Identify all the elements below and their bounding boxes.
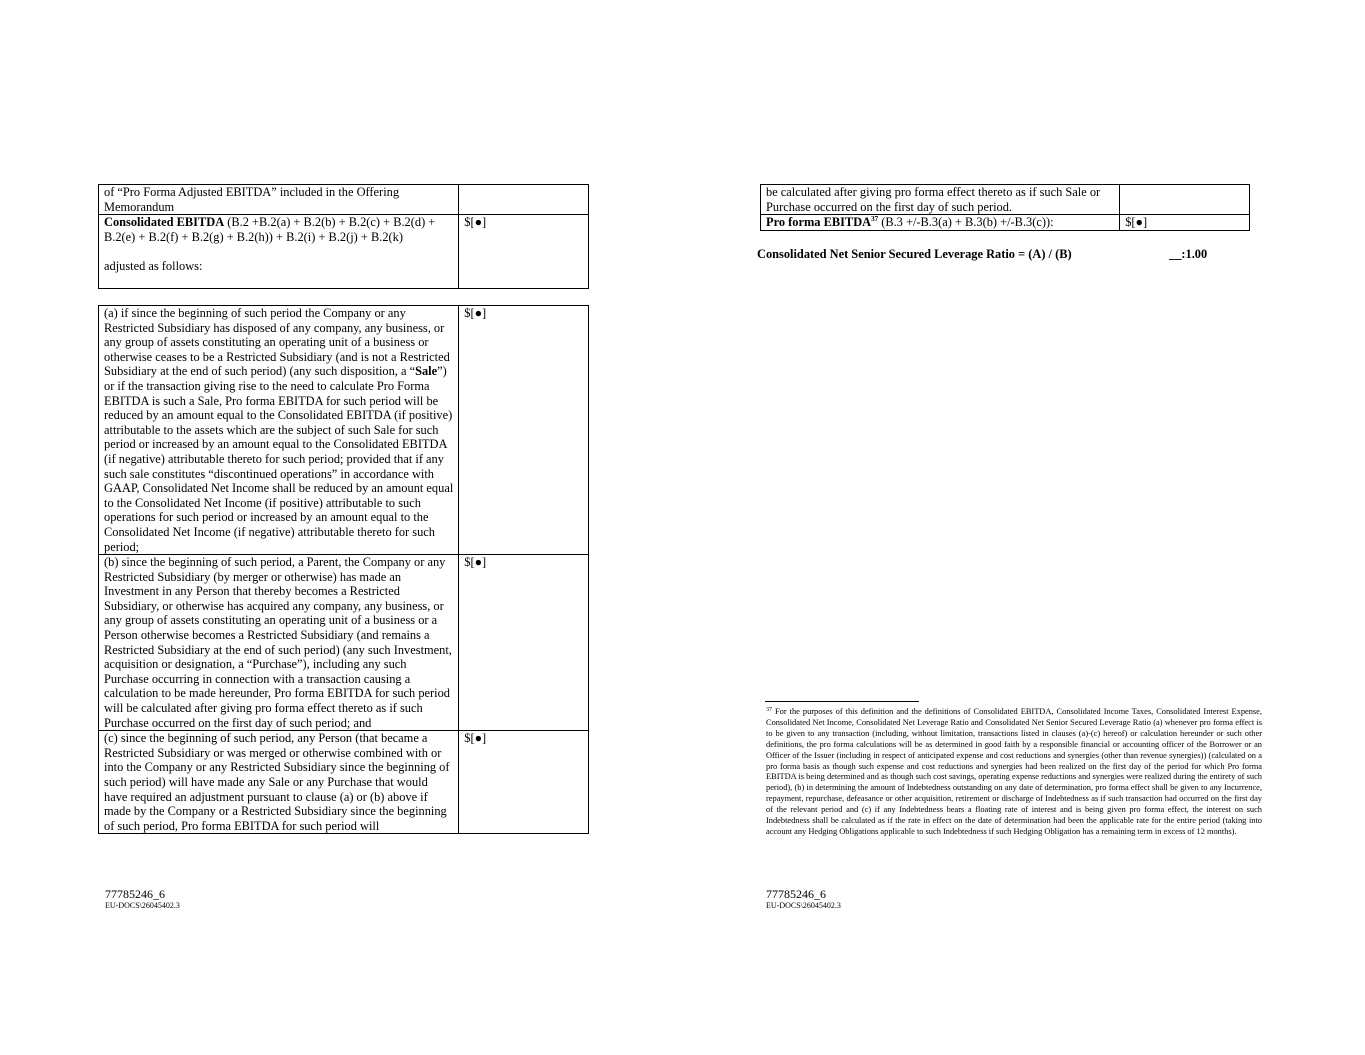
clause-c-text: (c) since the beginning of such period, any Person (that became a Restricted Subsidiary or was merged or otherwise combined with or into the Company or any Restricted Subsidiary since the beginning of such period) will have made any Sale or any Purchase that would have required an adjustment pursuant to clause (a) or (b) above if made by the Company or a Restricted Subsidiary since the beginning of such period, Pro forma EBITDA for such period will (99, 731, 459, 834)
table-row (99, 185, 589, 215)
doc-number: 77785246_6 (105, 887, 165, 901)
leverage-ratio-line (757, 247, 1208, 262)
ebitda-table-top (98, 184, 589, 289)
table-row (99, 306, 589, 555)
sale-term: Sale (415, 364, 438, 379)
table-row (761, 185, 1250, 215)
clause-a-text: (a) if since the beginning of such period the Company or any Restricted Subsidiary has disposed of any company, any business, or any group of assets constituting an operating unit of a business or otherwise ceases to be a Restricted Subsidiary (and is not a Restricted Subsidiary at the end of such period) (any such disposition, a “Sale”) or if the transaction giving rise to the need to calculate Pro Forma EBITDA is such a Sale, Pro forma EBITDA for such period will be reduced by an amount equal to the Consolidated EBITDA (if positive) attributable to the assets which are the subject of such Sale for such period or increased by an amount equal to the Consolidated EBITDA (if negative) attributable thereto for such period; provided that if any such sale constitutes “discontinued operations” in accordance with GAAP, Consolidated Net Income shall be reduced by an amount equal to the Consolidated Net Income (if positive) attributable to such operations for such period or increased by an amount equal to the Consolidated Net Income (if negative) attributable thereto for such period; (99, 306, 459, 555)
consolidated-ebitda-cell (99, 215, 459, 289)
row-amount (459, 185, 589, 215)
consolidated-ebitda-amount: $[●] (459, 215, 589, 289)
table-row (99, 555, 589, 731)
pro-forma-table (760, 184, 1250, 231)
table-row (99, 731, 589, 834)
footnote-reference[interactable]: 37 (871, 215, 879, 224)
clause-b-amount: $[●] (459, 555, 589, 731)
clause-c-amount: $[●] (459, 731, 589, 834)
adjusted-as-follows: adjusted as follows: (104, 258, 203, 273)
pro-forma-ebitda-amount: $[●] (1120, 215, 1250, 231)
leverage-ratio-value: __:1.00 (1169, 247, 1208, 261)
clause-a-amount: $[●] (459, 306, 589, 555)
footnote-divider (765, 701, 919, 702)
footnote-text: For the purposes of this definition and the definitions of Consolidated EBITDA, Consolidated Income Taxes, Consolidated Interest Expense, Consolidated Net Income, Consolidated Net Leverage Ratio and Consolidated Net Senior Secured Leverage Ratio (a) whenever pro forma effect is to be given to any transaction (including, without limitation, transactions listed in clauses (a)-(c) hereof) or calculation hereunder or such other definitions, the pro forma calculations will be as determined in good faith by a responsible financial or accounting officer of the Borrower or an Officer of the Issuer (including in respect of anticipated expense and cost reductions and synergies (other than revenue synergies)) (calculated on a pro forma basis as though such expense and cost reductions and synergies had been realized on the first day of the period for which Pro forma EBITDA is being determined and as though such cost savings, operating expense reductions and synergies were realized during the entirety of such period), (b) in determining the amount of Indebtedness outstanding on any date of determination, pro forma effect shall be given to any Incurrence, repayment, repurchase, defeasance or other acquisition, retirement or discharge of Indebtedness as if such transaction had occurred on the first day of the relevant period and (c) if any Indebtedness bears a floating rate of interest and is being given pro forma effect, the interest on such Indebtedness shall be calculated as if the rate in effect on the date of determination had been the applicable rate for the entire period (taking into account any Hedging Obligations applicable to such Indebtedness if such Hedging Obligation has a remaining term in excess of 12 months). (766, 707, 1262, 836)
row-text: of “Pro Forma Adjusted EBITDA” included in the Offering Memorandum (99, 185, 459, 215)
left-page (0, 0, 682, 1055)
pro-forma-ebitda-label: Pro forma EBITDA$^{37}$ (766, 215, 879, 230)
doc-reference: EU-DOCS\26045402.3 (105, 901, 180, 910)
footnote-number: 37 (766, 707, 772, 713)
table-row (99, 215, 589, 289)
doc-number: 77785246_6 (766, 887, 826, 901)
ebitda-adjustments-table (98, 305, 589, 834)
consolidated-ebitda-label: Consolidated EBITDA (104, 215, 225, 230)
doc-reference: EU-DOCS\26045402.3 (766, 901, 841, 910)
footnote-37 (766, 707, 1262, 838)
leverage-ratio-label: Consolidated Net Senior Secured Leverage Ratio = (A) / (B) (757, 247, 1072, 261)
pro-forma-ebitda-cell (761, 215, 1120, 231)
right-page (682, 0, 1365, 1055)
row-amount (1120, 185, 1250, 215)
consolidated-ebitda-formula: (B.2 +B.2(a) + B.2(b) + B.2(c) + B.2(d) + B.2(e) + B.2(f) + B.2(g) + B.2(h)) + B.2(i) + B.2(j) + B.2(k) (104, 215, 436, 244)
pro-forma-ebitda-formula: (B.3 +/-B.3(a) + B.3(b) +/-B.3(c)): (878, 215, 1054, 230)
table-row (761, 215, 1250, 231)
clause-b-text: (b) since the beginning of such period, a Parent, the Company or any Restricted Subsidiary (by merger or otherwise) has made an Investment in any Person that thereby becomes a Restricted Subsidiary, or otherwise has acquired any company, any business, or any group of assets constituting an operating unit of a business or a Person otherwise becomes a Restricted Subsidiary (and remains a Restricted Subsidiary at the end of such period) (any such Investment, acquisition or designation, a “Purchase”), including any such Purchase occurring in connection with a transaction causing a calculation to be made hereunder, Pro forma EBITDA for such period will be calculated after giving pro forma effect thereto as if such Purchase occurred on the first day of such period; and (99, 555, 459, 731)
row-text: be calculated after giving pro forma effect thereto as if such Sale or Purchase occurred on the first day of such period. (761, 185, 1120, 215)
